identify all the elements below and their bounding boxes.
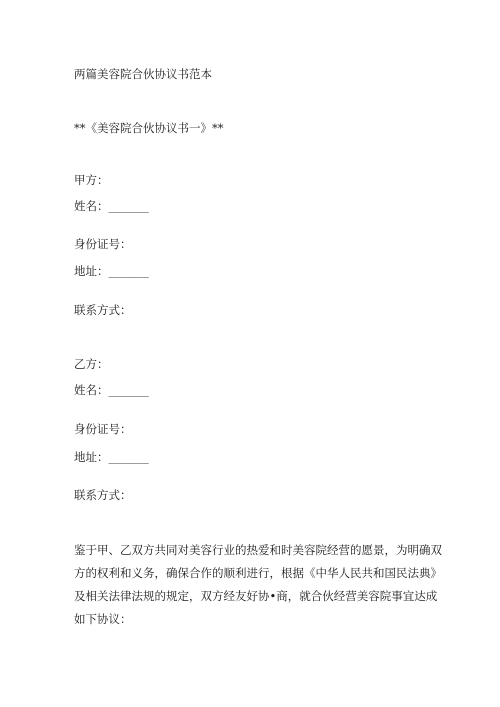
party-b-address-field: 地址：_______ [74, 450, 149, 464]
intro-line: 方的权利和义务，确保合作的顺利进行，根据《中华人民共和国民法典》 [74, 566, 442, 580]
party-a-id-field: 身份证号： [74, 237, 132, 251]
document-title: 两篇美容院合伙协议书范本 [74, 67, 212, 81]
party-b-id-field: 身份证号： [74, 422, 132, 436]
party-b-name-field: 姓名：_______ [74, 383, 149, 397]
party-a-name-field: 姓名：_______ [74, 199, 149, 213]
party-a-contact-field: 联系方式： [74, 303, 132, 317]
intro-line: 及相关法律法规的规定，双方经友好协•商，就合伙经营美容院事宜达成 [74, 589, 438, 603]
party-a-heading: 甲方： [74, 173, 109, 187]
intro-line: 如下协议： [74, 612, 132, 626]
party-b-heading: 乙方： [74, 357, 109, 371]
document-subtitle: **《美容院合伙协议书一》** [74, 121, 224, 135]
party-b-contact-field: 联系方式： [74, 488, 132, 502]
intro-paragraph [74, 539, 442, 631]
intro-line: 鉴于甲、乙双方共同对美容行业的热爱和时美容院经营的愿景，为明确双 [74, 543, 442, 557]
party-a-address-field: 地址：_______ [74, 264, 149, 278]
